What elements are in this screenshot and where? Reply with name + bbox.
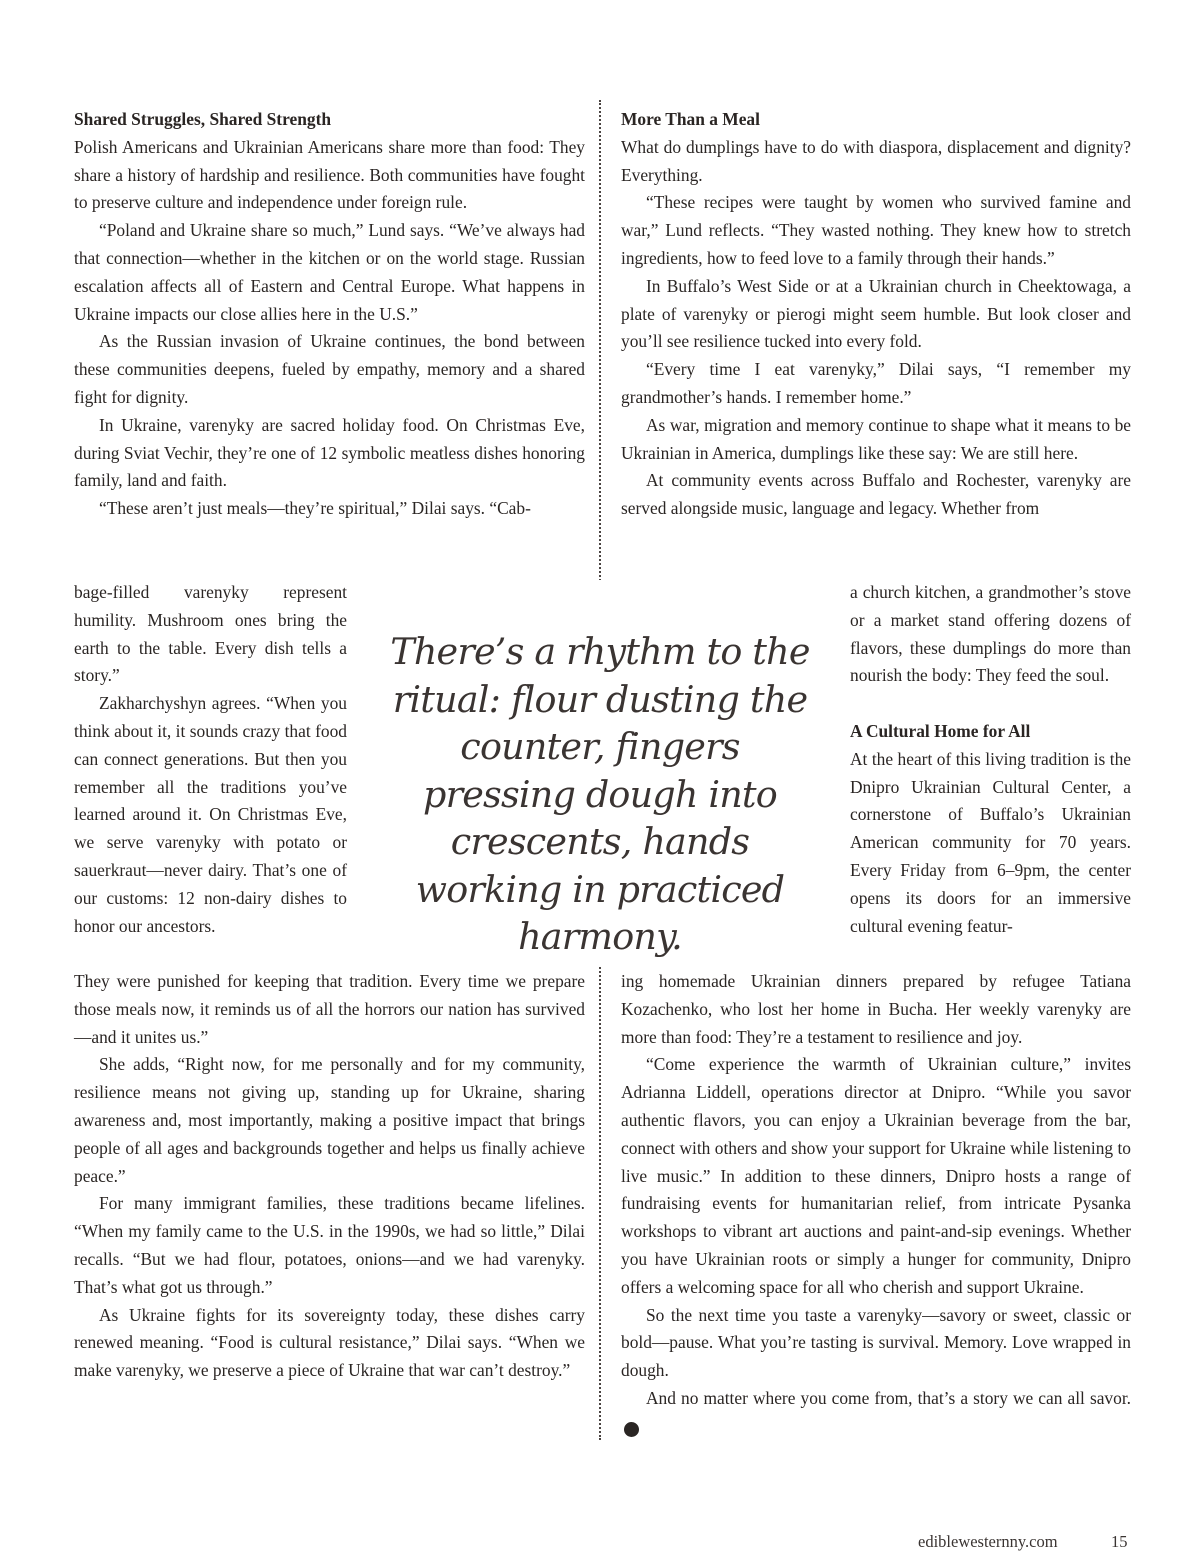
edible-end-mark-icon: e <box>624 1422 639 1437</box>
paragraph: As war, migration and memory continue to shape what it means to be Ukrainian in America, dumplings like these say: We are still here. <box>621 414 1131 463</box>
paragraph: As Ukraine fights for its sovereignty today, these dishes carry renewed meaning. “Food is cultural resistance,” Dilai says. “When we make varenyky, we preserve a piece of Ukraine that war can’t destroy.” <box>74 1304 585 1381</box>
paragraph: Polish Americans and Ukrainian Americans share more than food: They share a history of hardship and resilience. Both communities have fought to preserve culture and independence under foreign rule. <box>74 136 585 213</box>
paragraph: “These aren’t just meals—they’re spiritual,” Dilai says. “Cab- <box>99 498 531 519</box>
left-column-top <box>74 106 585 523</box>
paragraph: At community events across Buffalo and Rochester, varenyky are served alongside music, language and legacy. Whether from <box>621 470 1131 519</box>
paragraph: She adds, “Right now, for me personally and for my community, resilience means not giving up, standing up for Ukraine, sharing awareness and, most importantly, making a positive impact that brings people of all ages and backgrounds together and helps us finally achieve peace.” <box>74 1054 585 1186</box>
final-text: And no matter where you come from, that’s a story we can all savor. <box>646 1387 1131 1408</box>
left-column-bottom <box>74 968 585 1385</box>
paragraph: “Every time I eat varenyky,” Dilai says, “I remember my grandmother’s hands. I remember home.” <box>621 359 1131 407</box>
paragraph: At the heart of this living tradition is the Dnipro Ukrainian Cultural Center, a cornerstone of Buffalo’s Ukrainian American community for 70 years. Every Friday from 6–9pm, the center opens its doors for an immersive cultural evening featur- <box>850 748 1131 936</box>
section-heading-more-than-a-meal: More Than a Meal <box>621 109 760 129</box>
paragraph: What do dumplings have to do with diaspora, displacement and dignity? Everything. <box>621 136 1131 185</box>
paragraph: a church kitchen, a grandmother’s stove or a market stand offering dozens of flavors, these dumplings do more than nourish the body: They feed the soul. <box>850 582 1131 686</box>
paragraph: “These recipes were taught by women who survived famine and war,” Lund reflects. “They wasted nothing. They knew how to stretch ingredients, how to feed love to a family through their hands.” <box>621 192 1131 268</box>
paragraph: As the Russian invasion of Ukraine continues, the bond between these communities deepens, fueled by empathy, memory and a shared fight for dignity. <box>74 331 585 407</box>
paragraph: bage-filled varenyky represent humility. Mushroom ones bring the earth to the table. Every dish tells a story.” <box>74 582 347 686</box>
paragraph: They were punished for keeping that tradition. Every time we prepare those meals now, it reminds us of all the horrors our nation has survived—and it unites us.” <box>74 971 585 1047</box>
footer-website: ediblewesternny.com <box>918 1532 1058 1551</box>
section-heading-cultural-home: A Cultural Home for All <box>850 720 1031 741</box>
paragraph: So the next time you taste a varenyky—savory or sweet, classic or bold—pause. What you’re tasting is survival. Memory. Love wrapped in dough. <box>621 1304 1131 1381</box>
page-number: 15 <box>1111 1532 1128 1551</box>
spacer <box>850 690 1131 718</box>
paragraph-final <box>621 1385 1131 1441</box>
paragraph: “Come experience the warmth of Ukrainian culture,” invites Adrianna Liddell, operations director at Dnipro. “While you savor authentic flavors, you can enjoy a Ukrainian beverage from the bar, connect with others and show your support for Ukraine while listening to live music.” In addition to these dinners, Dnipro hosts a range of fundraising events for humanitarian relief, from intricate Pysanka workshops to vibrant art auctions and paint-and-sip evenings. Whether you have Ukrainian roots or simply a hunger for community, Dnipro offers a welcoming space for all who cherish and support Ukraine. <box>621 1054 1131 1297</box>
right-column-wrap <box>850 579 1131 940</box>
paragraph: For many immigrant families, these traditions became lifelines. “When my family came to the U.S. in the 1990s, we had so little,” Dilai recalls. “But we had flour, potatoes, onions—and we had varenyky. That’s what got us through.” <box>74 1193 585 1297</box>
paragraph: Zakharchyshyn agrees. “When you think about it, it sounds crazy that food can connect generations. But then you remember all the traditions you’ve learned around it. On Christmas Eve, we serve varenyky with potato or sauerkraut—never dairy. That’s one of our customs: 12 non-dairy dishes to honor our ancestors. <box>74 693 347 936</box>
pull-quote: There’s a rhythm to the ritual: flour dusting the counter, fingers pressing dough into crescents, hands working in practiced harmony. <box>390 630 810 958</box>
right-column-bottom <box>621 968 1131 1441</box>
left-column-wrap <box>74 579 347 940</box>
paragraph: In Ukraine, varenyky are sacred holiday food. On Christmas Eve, during Sviat Vechir, they’re one of 12 symbolic meatless dishes honoring family, land and faith. <box>74 414 585 491</box>
section-heading-shared-struggles: Shared Struggles, Shared Strength <box>74 109 332 129</box>
paragraph: “Poland and Ukraine share so much,” Lund says. “We’ve always had that connection—whether in the kitchen or on the world stage. Russian escalation affects all of Eastern and Central Europe. What happens in Ukraine impacts our close allies here in the U.S.” <box>74 220 585 324</box>
paragraph: ing homemade Ukrainian dinners prepared by refugee Tatiana Kozachenko, who lost her home in Bucha. Her weekly varenyky are more than food: They’re a testament to resilience and joy. <box>621 971 1131 1047</box>
right-column-top <box>621 106 1131 523</box>
paragraph: In Buffalo’s West Side or at a Ukrainian church in Cheektowaga, a plate of varenyky or pierogi might seem humble. But look closer and you’ll see resilience tucked into every fold. <box>621 275 1131 352</box>
